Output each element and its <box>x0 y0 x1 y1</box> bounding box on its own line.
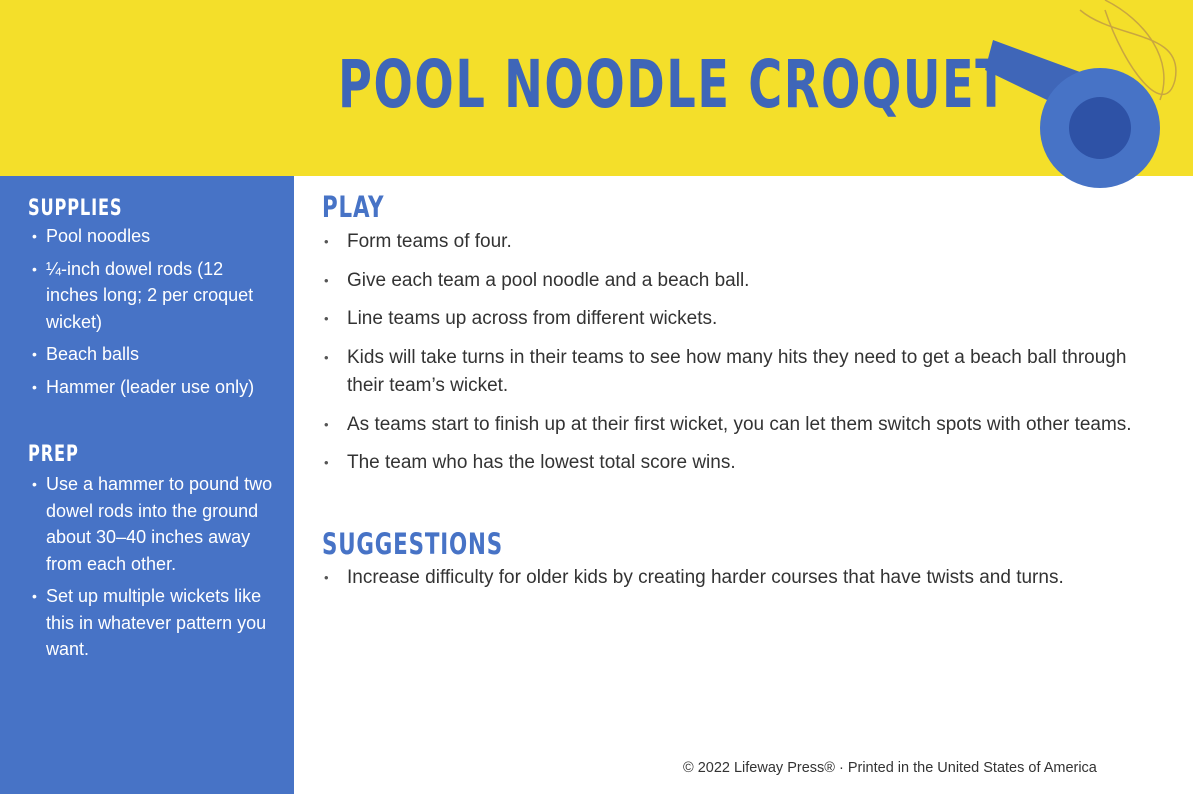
page-title: POOL NOODLE CROQUET <box>338 46 1009 123</box>
copyright-footer: © 2022 Lifeway Press® · Printed in the United States of America <box>683 760 1097 776</box>
list-item: • ¼-inch dowel rods (12 inches long; 2 per croquet wicket) <box>30 256 280 336</box>
list-item: • Increase difficulty for older kids by creating harder courses that have twists and turns. <box>322 564 1082 593</box>
list-item: • Beach balls <box>30 341 280 368</box>
list-item: • Pool noodles <box>30 223 280 250</box>
supplies-list <box>30 223 280 406</box>
prep-list <box>30 471 280 669</box>
list-item: • Give each team a pool noodle and a beach ball. <box>322 267 1142 296</box>
whistle-icon <box>985 0 1193 190</box>
list-item: • Form teams of four. <box>322 228 1142 257</box>
supplies-heading: SUPPLIES <box>28 196 123 221</box>
list-item: • Line teams up across from different wickets. <box>322 305 1142 334</box>
list-item: • Set up multiple wickets like this in whatever pattern you want. <box>30 583 280 663</box>
sidebar-panel <box>0 176 294 794</box>
list-item: • Kids will take turns in their teams to see how many hits they need to get a beach ball through their team’s wicket. <box>322 344 1142 401</box>
prep-heading: PREP <box>28 442 79 467</box>
play-heading: PLAY <box>322 190 385 224</box>
play-list <box>322 228 1142 488</box>
list-item: • Use a hammer to pound two dowel rods into the ground about 30–40 inches away from each other. <box>30 471 280 577</box>
list-item: • Hammer (leader use only) <box>30 374 280 401</box>
list-item: • The team who has the lowest total score wins. <box>322 449 1142 478</box>
list-item: • As teams start to finish up at their first wicket, you can let them switch spots with other teams. <box>322 411 1142 440</box>
suggestions-list <box>322 564 1082 603</box>
suggestions-heading: SUGGESTIONS <box>322 527 503 561</box>
